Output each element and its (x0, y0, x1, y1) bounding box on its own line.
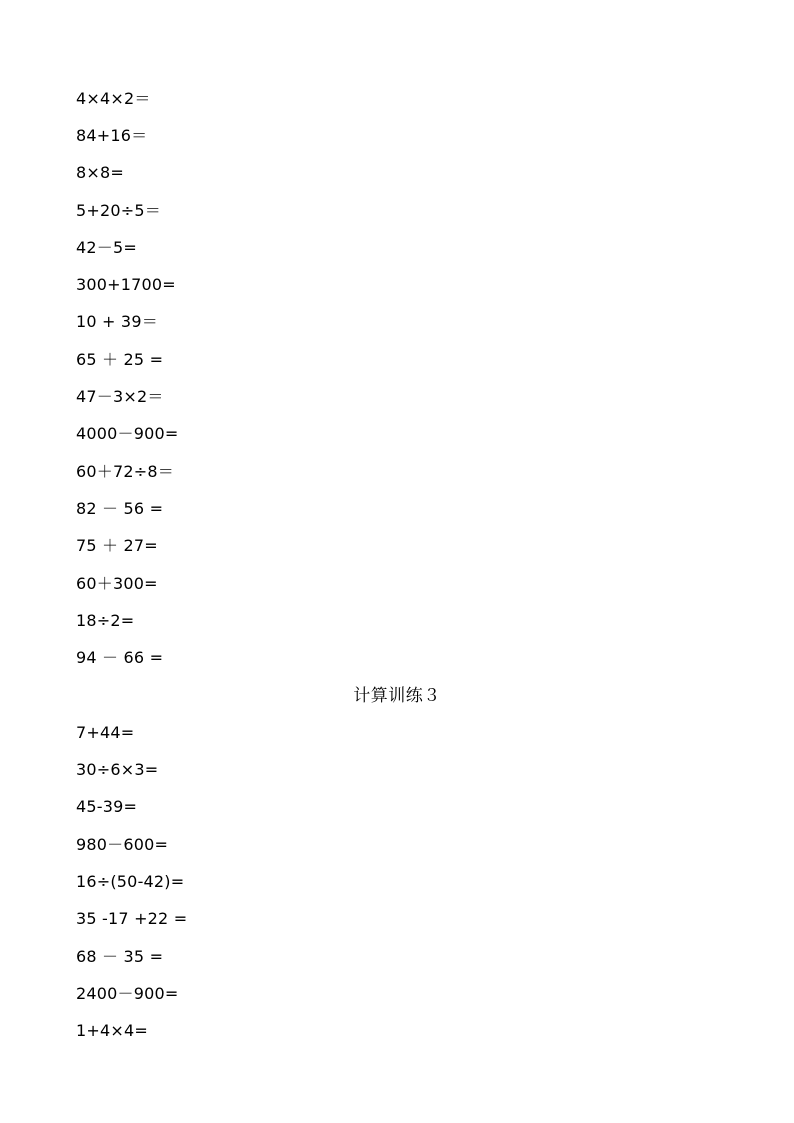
math-problem: 47－3×2＝ (76, 387, 164, 406)
math-problem: 1+4×4= (76, 1021, 148, 1040)
math-problem: 300+1700= (76, 275, 176, 294)
math-problem: 75 ＋ 27= (76, 536, 158, 555)
math-problem: 7+44= (76, 723, 135, 742)
section-title: 计算训练３ (353, 686, 441, 706)
math-problem: 60＋72÷8＝ (76, 462, 174, 481)
math-problem: 45-39= (76, 797, 138, 816)
math-problem: 68 － 35 = (76, 947, 164, 966)
math-problem: 94 － 66 = (76, 648, 164, 667)
math-problem: 60＋300= (76, 574, 158, 593)
math-problem: 8×8= (76, 163, 124, 182)
math-problem: 16÷(50-42)= (76, 872, 185, 891)
math-problem: 2400－900= (76, 984, 179, 1003)
math-problem: 82 － 56 = (76, 499, 164, 518)
math-problem: 65 ＋ 25 = (76, 350, 164, 369)
math-problem: 4×4×2＝ (76, 89, 151, 108)
math-problem: 35 -17 +22 = (76, 909, 188, 928)
math-problem: 84+16＝ (76, 126, 148, 145)
math-problem: 30÷6×3= (76, 760, 159, 779)
math-problem: 5+20÷5＝ (76, 201, 161, 220)
math-problem: 18÷2= (76, 611, 135, 630)
math-problem: 4000－900= (76, 424, 179, 443)
math-problem: 42－5= (76, 238, 137, 257)
math-problem: 980－600= (76, 835, 169, 854)
math-problem: 10 + 39＝ (76, 312, 158, 331)
